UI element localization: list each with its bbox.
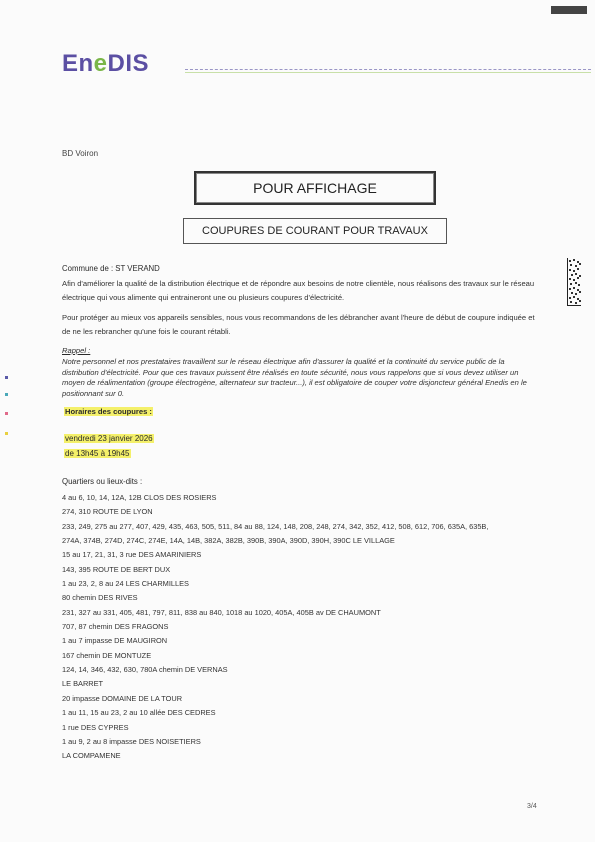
header-rule (185, 69, 591, 70)
reference-text: BD Voiron (62, 149, 99, 158)
commune-line: Commune de : ST VERAND (62, 264, 160, 273)
list-item: 231, 327 au 331, 405, 481, 797, 811, 838 au 840, 1018 au 1020, 405A, 405B av DE CHAUMONT (62, 607, 381, 617)
list-item: 1 rue DES CYPRES (62, 722, 129, 732)
enedis-logo: EneDIS (62, 50, 150, 77)
margin-mark-yellow (5, 432, 8, 435)
list-item: 1 au 7 impasse DE MAUGIRON (62, 636, 168, 646)
rappel-paragraph: Notre personnel et nos prestataires travaillent sur le réseau électrique afin d'assurer la qualité et la continuité du service public de la distribution d'électricité. Pour que ces travaux puissent être réalisés en toute sécurité, nous vous rappelons que si vous devez utiliser un moyen de réalimentation (groupe électrogène, alternateur sur tracteur...), il est obligatoire de couper votre disjoncteur général Enedis en le positionnant sur 0. (62, 357, 527, 398)
schedule-label-text: Horaires des coupures : (65, 407, 152, 416)
header-rule-secondary (185, 72, 591, 73)
schedule-date (64, 434, 154, 443)
page-number: 3/4 (527, 803, 537, 810)
page-title: POUR AFFICHAGE (194, 171, 436, 205)
list-item: 80 chemin DES RIVES (62, 593, 138, 603)
list-item: 707, 87 chemin DES FRAGONS (62, 622, 169, 632)
intro-paragraph: Afin d'améliorer la qualité de la distribution électrique et de répondre aux besoins de notre clientèle, nous réalisons des travaux sur le réseau électrique qui vous alimente qui entraineront une ou plusieurs coupures d'électricité. (62, 279, 535, 302)
areas-label: Quartiers ou lieux-dits : (62, 477, 143, 486)
list-item: 167 chemin DE MONTUZE (62, 650, 152, 660)
list-item: 274, 310 ROUTE DE LYON (62, 507, 153, 517)
areas-list (62, 491, 557, 764)
list-item: 4 au 6, 10, 14, 12A, 12B CLOS DES ROSIERS (62, 493, 217, 502)
schedule-label (64, 407, 153, 416)
list-item: 143, 395 ROUTE DE BERT DUX (62, 564, 171, 574)
list-item: 15 au 17, 21, 31, 3 rue DES AMARINIERS (62, 550, 202, 560)
list-item: 124, 14, 346, 432, 630, 780A chemin DE VERNAS (62, 665, 228, 675)
margin-mark-cyan (5, 393, 8, 396)
list-item: 20 impasse DOMAINE DE LA TOUR (62, 693, 183, 703)
margin-mark-pink (5, 412, 8, 415)
page-subtitle: COUPURES DE COURANT POUR TRAVAUX (183, 218, 447, 244)
list-item: LA COMPAMENE (62, 751, 121, 761)
scan-corner-mark (551, 6, 587, 14)
list-item: LE BARRET (62, 679, 104, 689)
list-item: 1 au 23, 2, 8 au 24 LES CHARMILLES (62, 579, 189, 589)
schedule-date-text: vendredi 23 janvier 2026 (65, 434, 153, 443)
schedule-time-text: de 13h45 à 19h45 (65, 449, 130, 458)
list-item: 1 au 9, 2 au 8 impasse DES NOISETIERS (62, 736, 201, 746)
list-item: 1 au 11, 15 au 23, 2 au 10 allée DES CEDRES (62, 708, 216, 718)
schedule-time (64, 449, 131, 458)
protect-paragraph: Pour protéger au mieux vos appareils sensibles, nous vous recommandons de les débrancher avant l'heure de début de coupure indiquée et de ne les rebrancher qu'une fois le courant rétabli. (62, 313, 535, 336)
datamatrix-code (567, 258, 581, 306)
rappel-label: Rappel : (62, 346, 91, 355)
list-item: 233, 249, 275 au 277, 407, 429, 435, 463, 505, 511, 84 au 88, 124, 148, 208, 248, 274, 342, 352, 412, 508, 612, 706, 635A, 635B, (62, 521, 489, 531)
margin-mark-blue (5, 376, 8, 379)
list-item: 274A, 374B, 274D, 274C, 274E, 14A, 14B, 382A, 382B, 390B, 390A, 390D, 390H, 390C LE VILLAGE (62, 536, 395, 546)
side-print-marks (0, 588, 10, 684)
